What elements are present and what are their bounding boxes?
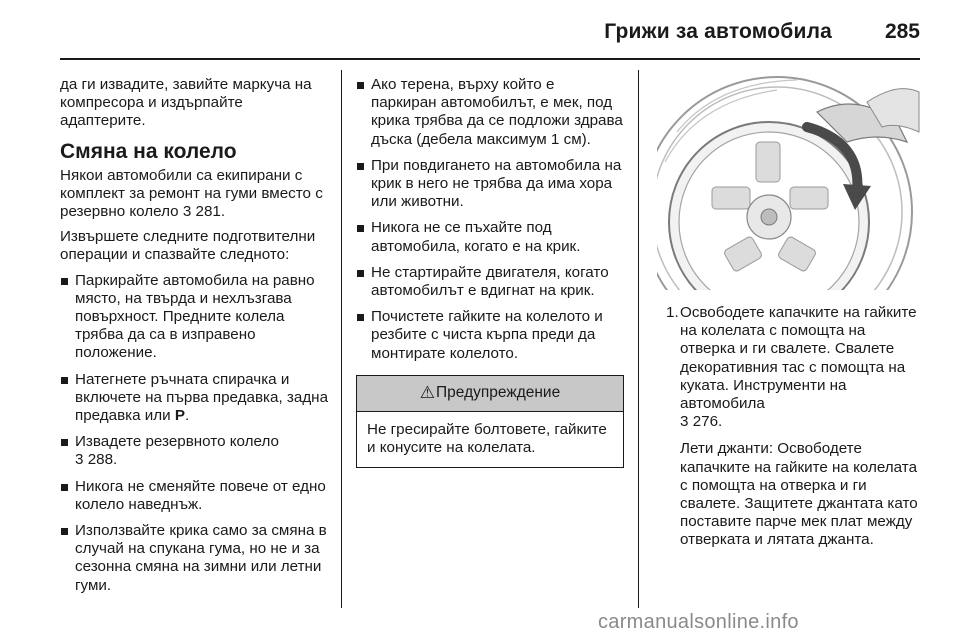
page-number: 285 [884,20,920,43]
chapter-title: Грижи за автомобила [604,20,832,43]
page-ref: 276. [692,413,723,431]
intro-text: да ги извадите, завийте маркуча на компресора и издърпайте адаптерите. [60,76,312,130]
list-item: Почистете гайките на колелото и резбите с чиста кърпа преди да монтирате колелото. [356,308,624,363]
page-ref-arrow-icon: 3 [182,203,192,221]
list-item: Ако терена, върху който е паркиран автомобилът, е мек, под крика трябва да се подложи здрава дъска (дебела максимум 1 см). [356,76,624,149]
page-ref-arrow-icon: 3 [75,451,84,469]
paragraph: Извършете следните подготвителни операции и спазвайте следното: [60,228,316,264]
page-ref: 288. [87,451,118,469]
page-header [60,18,920,60]
step-text [680,304,924,431]
page-ref: 281. [195,203,226,221]
watermark: carmanualsonline.info [598,611,799,633]
paragraph-text: Някои автомобили са екипирани с комплект за ремонт на гуми вместо с резервно колело [60,166,323,221]
step-extra-text: Лети джанти: Освободете капачките на гайките на колелата с помощта на отверка и ги свалете. Защитете джантата като поставите парче мек плат между отверката и лятата джанта. [680,440,918,549]
list-item: Никога не сменяйте повече от едно колело наведнъж. [60,478,332,514]
list-item: Не стартирайте двигателя, когато автомобилът е вдигнат на крик. [356,264,624,300]
list-item-text: Извадете резервното колело [75,433,279,451]
gear-label: P [174,407,186,425]
page-ref-arrow-icon: 3 [680,413,689,431]
section-heading: Смяна на колело [60,139,237,163]
warning-title: Предупреждение [436,384,561,402]
step-item [654,304,924,550]
list-item: Паркирайте автомобила на равно място, на твърда и нехлъзгава повърхност. Предните колела трябва да са в изправено положение. [60,272,332,363]
warning-triangle-icon: ⚠ [419,383,436,403]
list-item-text: Натегнете ръчната спирачка и включете на първа предавка, задна предавка или [75,370,329,425]
list-item: Никога не се пъхайте под автомобила, когато е на крик. [356,219,624,255]
wheel-hubcap-illustration [657,72,921,290]
warning-body: Не гресирайте болтовете, гайките и конусите на колелата. [367,420,607,457]
header-rule [60,58,920,60]
paragraph [60,167,332,222]
bullet-list [60,272,332,595]
bullet-list [356,76,624,363]
step-number: 1. [666,304,679,321]
warning-box [356,375,624,468]
list-item [60,371,332,426]
column-2 [356,76,624,468]
column-3 [654,304,924,559]
column-divider [638,70,639,608]
warning-header [357,376,623,412]
step-text-body: Освободете капачките на гайките на колелата с помощта на отверка и ги свалете. Свалете декоративния тас с помощта на куката. Инструменти на автомобила [680,304,917,413]
column-1 [60,76,332,603]
list-item: При повдигането на автомобила на крик в него не трябва да има хора или животни. [356,157,624,212]
list-item [60,433,332,469]
list-item-end: . [185,407,190,425]
wheel-illustration-icon [657,72,921,290]
list-item: Използвайте крика само за смяна в случай на спукана гума, но не и за сезонна смяна на зимни или летни гуми. [60,522,332,595]
column-divider [341,70,342,608]
